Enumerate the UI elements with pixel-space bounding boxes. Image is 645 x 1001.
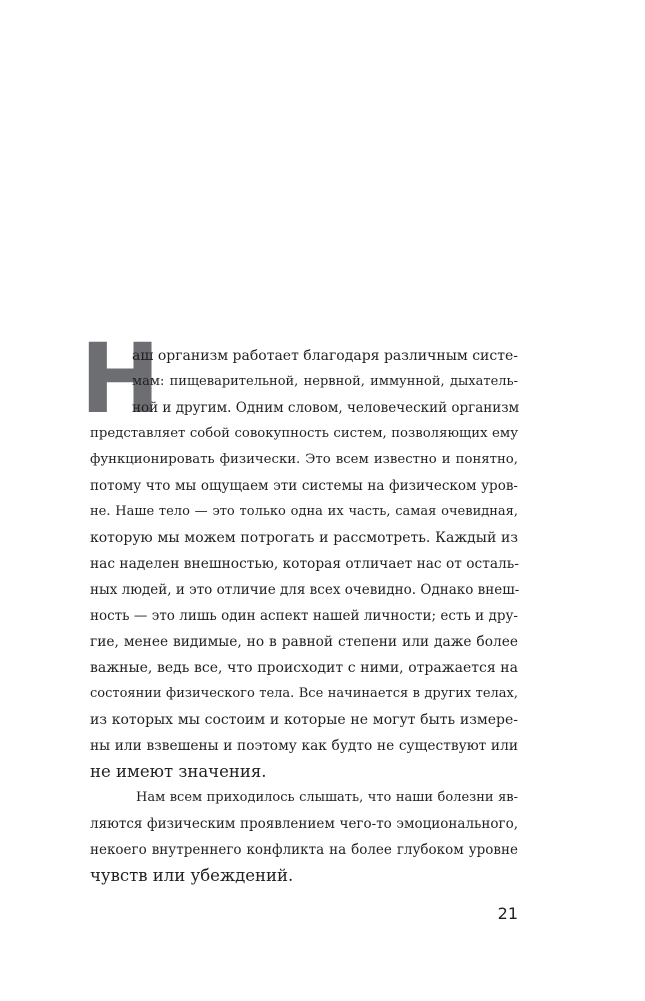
text-line: ны или взвешены и поэтому как будто не существуют или (90, 738, 518, 754)
text-line: функционировать физически. Это всем известно и понятно, (90, 452, 518, 467)
drop-cap-letter: Н (80, 323, 157, 435)
text-line: ных людей, и это отличие для всех очевидно. Однако внеш- (90, 582, 520, 598)
text-line: аш организм работает благодаря различным систе- (132, 348, 518, 364)
text-line: представляет собой совокупность систем, позволяющих ему (90, 426, 518, 441)
text-line: не. Наше тело — это только одна их часть, самая очевидная, (90, 504, 518, 519)
text-line: из которых мы состоим и которые не могут быть измере- (90, 712, 518, 728)
text-line: мам: пищеварительной, нервной, иммунной, дыхатель- (132, 374, 518, 389)
text-line: важные, ведь все, что происходит с ними, отражается на (90, 660, 518, 676)
text-line: потому что мы ощущаем эти системы на физическом уров- (90, 478, 518, 494)
page-number: 21 (497, 904, 518, 923)
text-line: ляются физическим проявлением чего-то эмоционального, (90, 816, 518, 832)
text-line: ность — это лишь один аспект нашей личности; есть и дру- (90, 608, 518, 624)
text-line: состоянии физического тела. Все начинается в других телах, (90, 686, 518, 701)
text-line: которую мы можем потрогать и рассмотреть. Каждый из (90, 530, 518, 546)
text-line: чувств или убеждений. (90, 866, 294, 885)
text-line: гие, менее видимые, но в равной степени или даже более (90, 634, 518, 650)
text-line: нас наделен внешностью, которая отличает нас от осталь- (90, 556, 519, 572)
text-line: ной и другим. Одним словом, человеческий организм (132, 400, 520, 416)
text-line: некоего внутреннего конфликта на более глубоком уровне (90, 842, 518, 858)
text-line: не имеют значения. (90, 762, 267, 781)
text-line: Нам всем приходилось слышать, что наши болезни яв- (136, 790, 518, 805)
